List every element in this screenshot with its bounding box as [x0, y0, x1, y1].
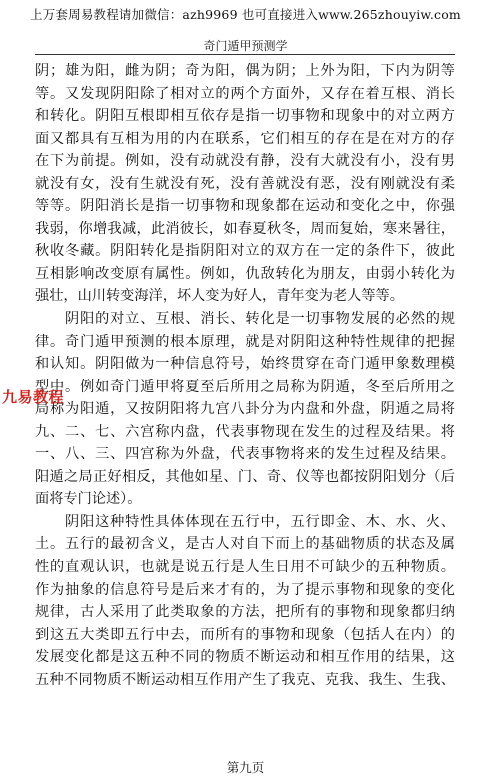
body-text-line: 阴阳这种特性具体体现在五行中，五行即金、木、水、火、: [35, 513, 455, 530]
body-text-line: 就没有女，没有生就没有死，没有善就没有恶，没有刚就没有柔: [35, 175, 455, 192]
body-text-line: 性的直观认识，也就是说五行是人生日用不可缺少的五种物质。: [35, 559, 455, 576]
header-rule: [35, 54, 455, 55]
body-text-line: 规律，古人采用了此类取象的方法，把所有的事物和现象都归纳: [35, 604, 455, 621]
body-text-line: 发展变化都是这五种不同的物质不断运动和相互作用的结果，这: [35, 649, 455, 666]
body-text-line: 和转化。阴阳互根即相互依存是指一切事物和现象中的对立两方: [35, 108, 455, 125]
body-text-line: 秋收冬藏。阴阳转化是指阴阳对立的双方在一定的条件下，彼此: [35, 243, 455, 260]
body-text-line: 作为抽象的信息符号是后来才有的，为了提示事物和现象的变化: [35, 581, 455, 598]
body-text-line: 阴阳的对立、互根、消长、转化是一切事物发展的必然的规: [35, 311, 455, 328]
body-text-line: 土。五行的最初含义，是古人对自下而上的基础物质的状态及属: [35, 536, 455, 553]
body-text-line: 在下为前提。例如，没有动就没有静，没有大就没有小，没有男: [35, 153, 455, 170]
page-body: [35, 60, 455, 691]
site-watermark-stamp: 九易教程: [2, 388, 65, 406]
body-text-line: 局称为阳遁，又按阴阳将九宫八卦分为内盘和外盘，阴遁之局将: [35, 401, 455, 418]
body-text-line: 等等。阴阳消长是指一切事物和现象都在运动和变化之中，你强: [35, 198, 455, 215]
body-text-line: 律。奇门遁甲预测的根本原理，就是对阴阳这种特性规律的把握: [35, 333, 455, 350]
body-text-line: 一、八、三、四宫称为外盘，代表事物将来的发生过程及结果。: [35, 446, 455, 463]
body-text-line: 我弱，你增我减，此消彼长，如春夏秋冬，周而复始，寒来暑往，: [35, 220, 455, 237]
running-title: 奇门遁甲预测学: [203, 39, 288, 53]
body-text-line: 等。又发现阴阳除了相对立的两个方面外，又存在着互根、消长: [35, 85, 455, 102]
body-text-line: 阳遁之局正好相反，其他如星、门、奇、仪等也都按阴阳划分（后: [35, 468, 455, 485]
body-text-line: 互相影响改变原有属性。例如，仇敌转化为朋友，由弱小转化为: [35, 265, 455, 282]
body-text-line: 到这五大类即五行中去，而所有的事物和现象（包括人在内）的: [35, 626, 455, 643]
body-text-line: 九、二、七、六宫称内盘，代表事物现在发生的过程及结果。将: [35, 423, 455, 440]
page-number: 第九页: [226, 760, 265, 775]
body-text-line: 阴；雄为阳，雌为阴；奇为阳，偶为阴；上外为阳，下内为阴等: [35, 63, 455, 79]
watermark-header: 上万套周易教程请加微信：azh9969 也可直接进入www.265zhouyiw.com: [30, 7, 461, 22]
body-text-line: 型中。例如奇门遁甲将夏至后所用之局称为阴遁，冬至后所用之: [35, 378, 455, 395]
body-text-line: 五种不同物质不断运动相互作用产生了我克、克我、我生、生我、: [35, 671, 455, 688]
body-text-line: 和认知。阴阳做为一种信息符号，始终贯穿在奇门遁甲象数理模: [35, 356, 455, 373]
body-text-line: 面又都具有互相为用的内在联系，它们相互的存在是在对方的存: [35, 130, 455, 147]
body-text-line: 面将专门论述）。: [35, 491, 142, 508]
body-text-line: 强壮，山川转变海洋，坏人变为好人，青年变为老人等等。: [35, 288, 404, 305]
